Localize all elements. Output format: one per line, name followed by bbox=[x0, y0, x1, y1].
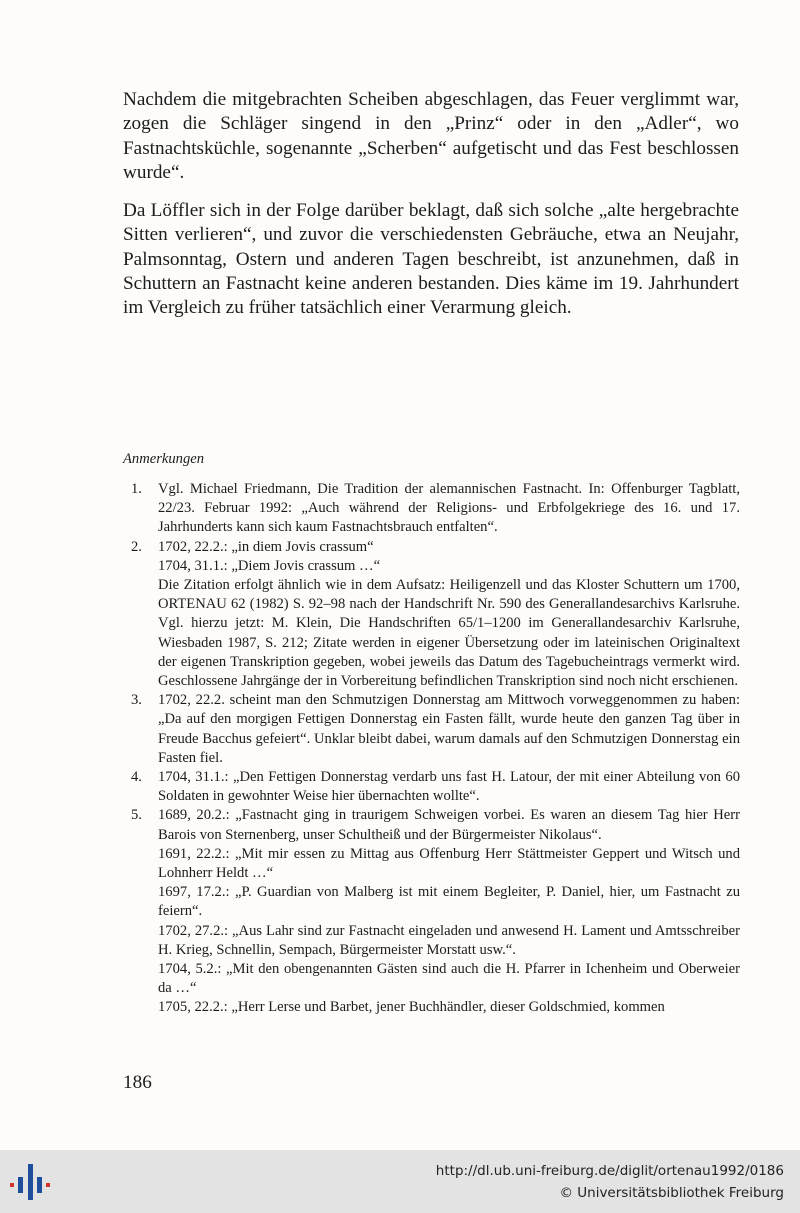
note-item bbox=[123, 806, 740, 1017]
note-text: 1704, 31.1.: „Diem Jovis crassum …“ bbox=[158, 557, 381, 574]
note-number: 3. bbox=[131, 692, 142, 709]
notes-heading: Anmerkungen bbox=[123, 451, 205, 467]
page-number: 186 bbox=[123, 1072, 152, 1093]
note-number: 1. bbox=[131, 481, 142, 497]
body-paragraph-2: Da Löffler sich in der Folge darüber beklagt, daß sich solche „alte hergebrachte Sitten verlieren“, und zuvor die verschiedensten Gebräuche, etwa an Neujahr, Palmsonntag, Ostern und anderen Tagen beschreibt, ist anzunehmen, daß in Schuttern an Fastnacht keine anderen bestanden. Dies käme im 19. Jahrhundert im Vergleich zu früher tatsächlich einer Verarmung gleich. bbox=[123, 200, 739, 319]
footer-bar bbox=[0, 1150, 800, 1213]
note-text: 1704, 5.2.: „Mit den obengenannten Gästen sind auch die H. Pfarrer in Ichenheim und Oberweier da …“ bbox=[158, 961, 740, 997]
ub-freiburg-logo-icon bbox=[10, 1164, 50, 1200]
note-number: 5. bbox=[131, 807, 142, 824]
note-text: 1697, 17.2.: „P. Guardian von Malberg ist mit einem Begleiter, P. Daniel, hier, um Fastnacht zu feiern“. bbox=[158, 884, 740, 920]
note-text: 1702, 22.2.: „in diem Jovis crassum“ bbox=[158, 538, 374, 555]
note-text: 1691, 22.2.: „Mit mir essen zu Mittag aus Offenburg Herr Stättmeister Geppert und Witsch und Lohnherr Heldt …“ bbox=[158, 845, 740, 882]
note-text: 1705, 22.2.: „Herr Lerse und Barbet, jener Buchhändler, dieser Goldschmied, kommen bbox=[158, 999, 665, 1016]
note-text: Vgl. Michael Friedmann, Die Tradition der alemannischen Fastnacht. In: Offenburger Tagblatt, 22/23. Februar 1992: „Auch während der Religions- und Erbfolgekriege des 16. und 17. Jahrhunderts kann sich kaum Fastnachtsbrauch entfalten“. bbox=[158, 481, 740, 536]
note-item bbox=[123, 538, 740, 692]
note-text: 1702, 27.2.: „Aus Lahr sind zur Fastnacht eingeladen und anwesend H. Lament und Amtsschreiber H. Krieg, Schnellin, Sempach, Bürgermeister Morstatt usw.“. bbox=[158, 922, 740, 958]
note-text: Die Zitation erfolgt ähnlich wie in dem Aufsatz: Heiligenzell und das Kloster Schuttern um 1700, ORTENAU 62 (1982) S. 92–98 nach der Handschrift Nr. 590 des Generallandesarchivs Karlsruhe. Vgl. hierzu jetzt: M. Klein, Die Handschriften 65/1–1200 im Generallandesarchiv Karlsruhe, Wiesbaden 1987, S. 212; Zitate werden in eigener Übersetzung oder im lateinischen Originaltext der eigenen Transkription gegeben, wobei jeweils das Datum des Tagebucheintrags vermerkt wird. Geschlossene Jahrgänge der in Vorbereitung befindlichen Transkription sind noch nicht erschienen. bbox=[158, 577, 740, 690]
note-text: 1689, 20.2.: „Fastnacht ging in traurigem Schweigen vorbei. Es waren an diesem Tag hier Herr Barois von Sternenberg, unser Schultheiß und der Bürgermeister Nikolaus“. bbox=[158, 807, 740, 843]
source-url-link[interactable]: http://dl.ub.uni-freiburg.de/diglit/ortenau1992/0186 bbox=[435, 1163, 784, 1179]
note-item bbox=[123, 691, 740, 768]
notes-list bbox=[123, 480, 740, 1018]
note-item bbox=[123, 768, 740, 806]
note-number: 4. bbox=[131, 769, 142, 786]
note-number: 2. bbox=[131, 538, 142, 555]
note-text: 1702, 22.2. scheint man den Schmutzigen Donnerstag am Mittwoch vorweggenommen zu haben: „Da auf den morgigen Fettigen Donnerstag ein Fasten fällt, wurde heute den ganzen Tag über in Freude Bacchus gefeiert“. Unklar bleibt dabei, warum damals auf den Schmutzigen Donnerstag ein Fasten fiel. bbox=[158, 692, 740, 766]
note-item bbox=[123, 480, 740, 538]
body-paragraph-1: Nachdem die mitgebrachten Scheiben abgeschlagen, das Feuer verglimmt war, zogen die Schläger singend in den „Prinz“ oder in den „Adler“, wo Fastnachtsküchle, sogenannte „Scherben“ aufgetischt und das Fest beschlossen wurde“. bbox=[123, 89, 739, 183]
copyright-notice: © Universitätsbibliothek Freiburg bbox=[559, 1185, 784, 1201]
note-text: 1704, 31.1.: „Den Fettigen Donnerstag verdarb uns fast H. Latour, der mit einer Abteilung von 60 Soldaten in gewohnter Weise hier übernachten wollte“. bbox=[158, 769, 740, 805]
